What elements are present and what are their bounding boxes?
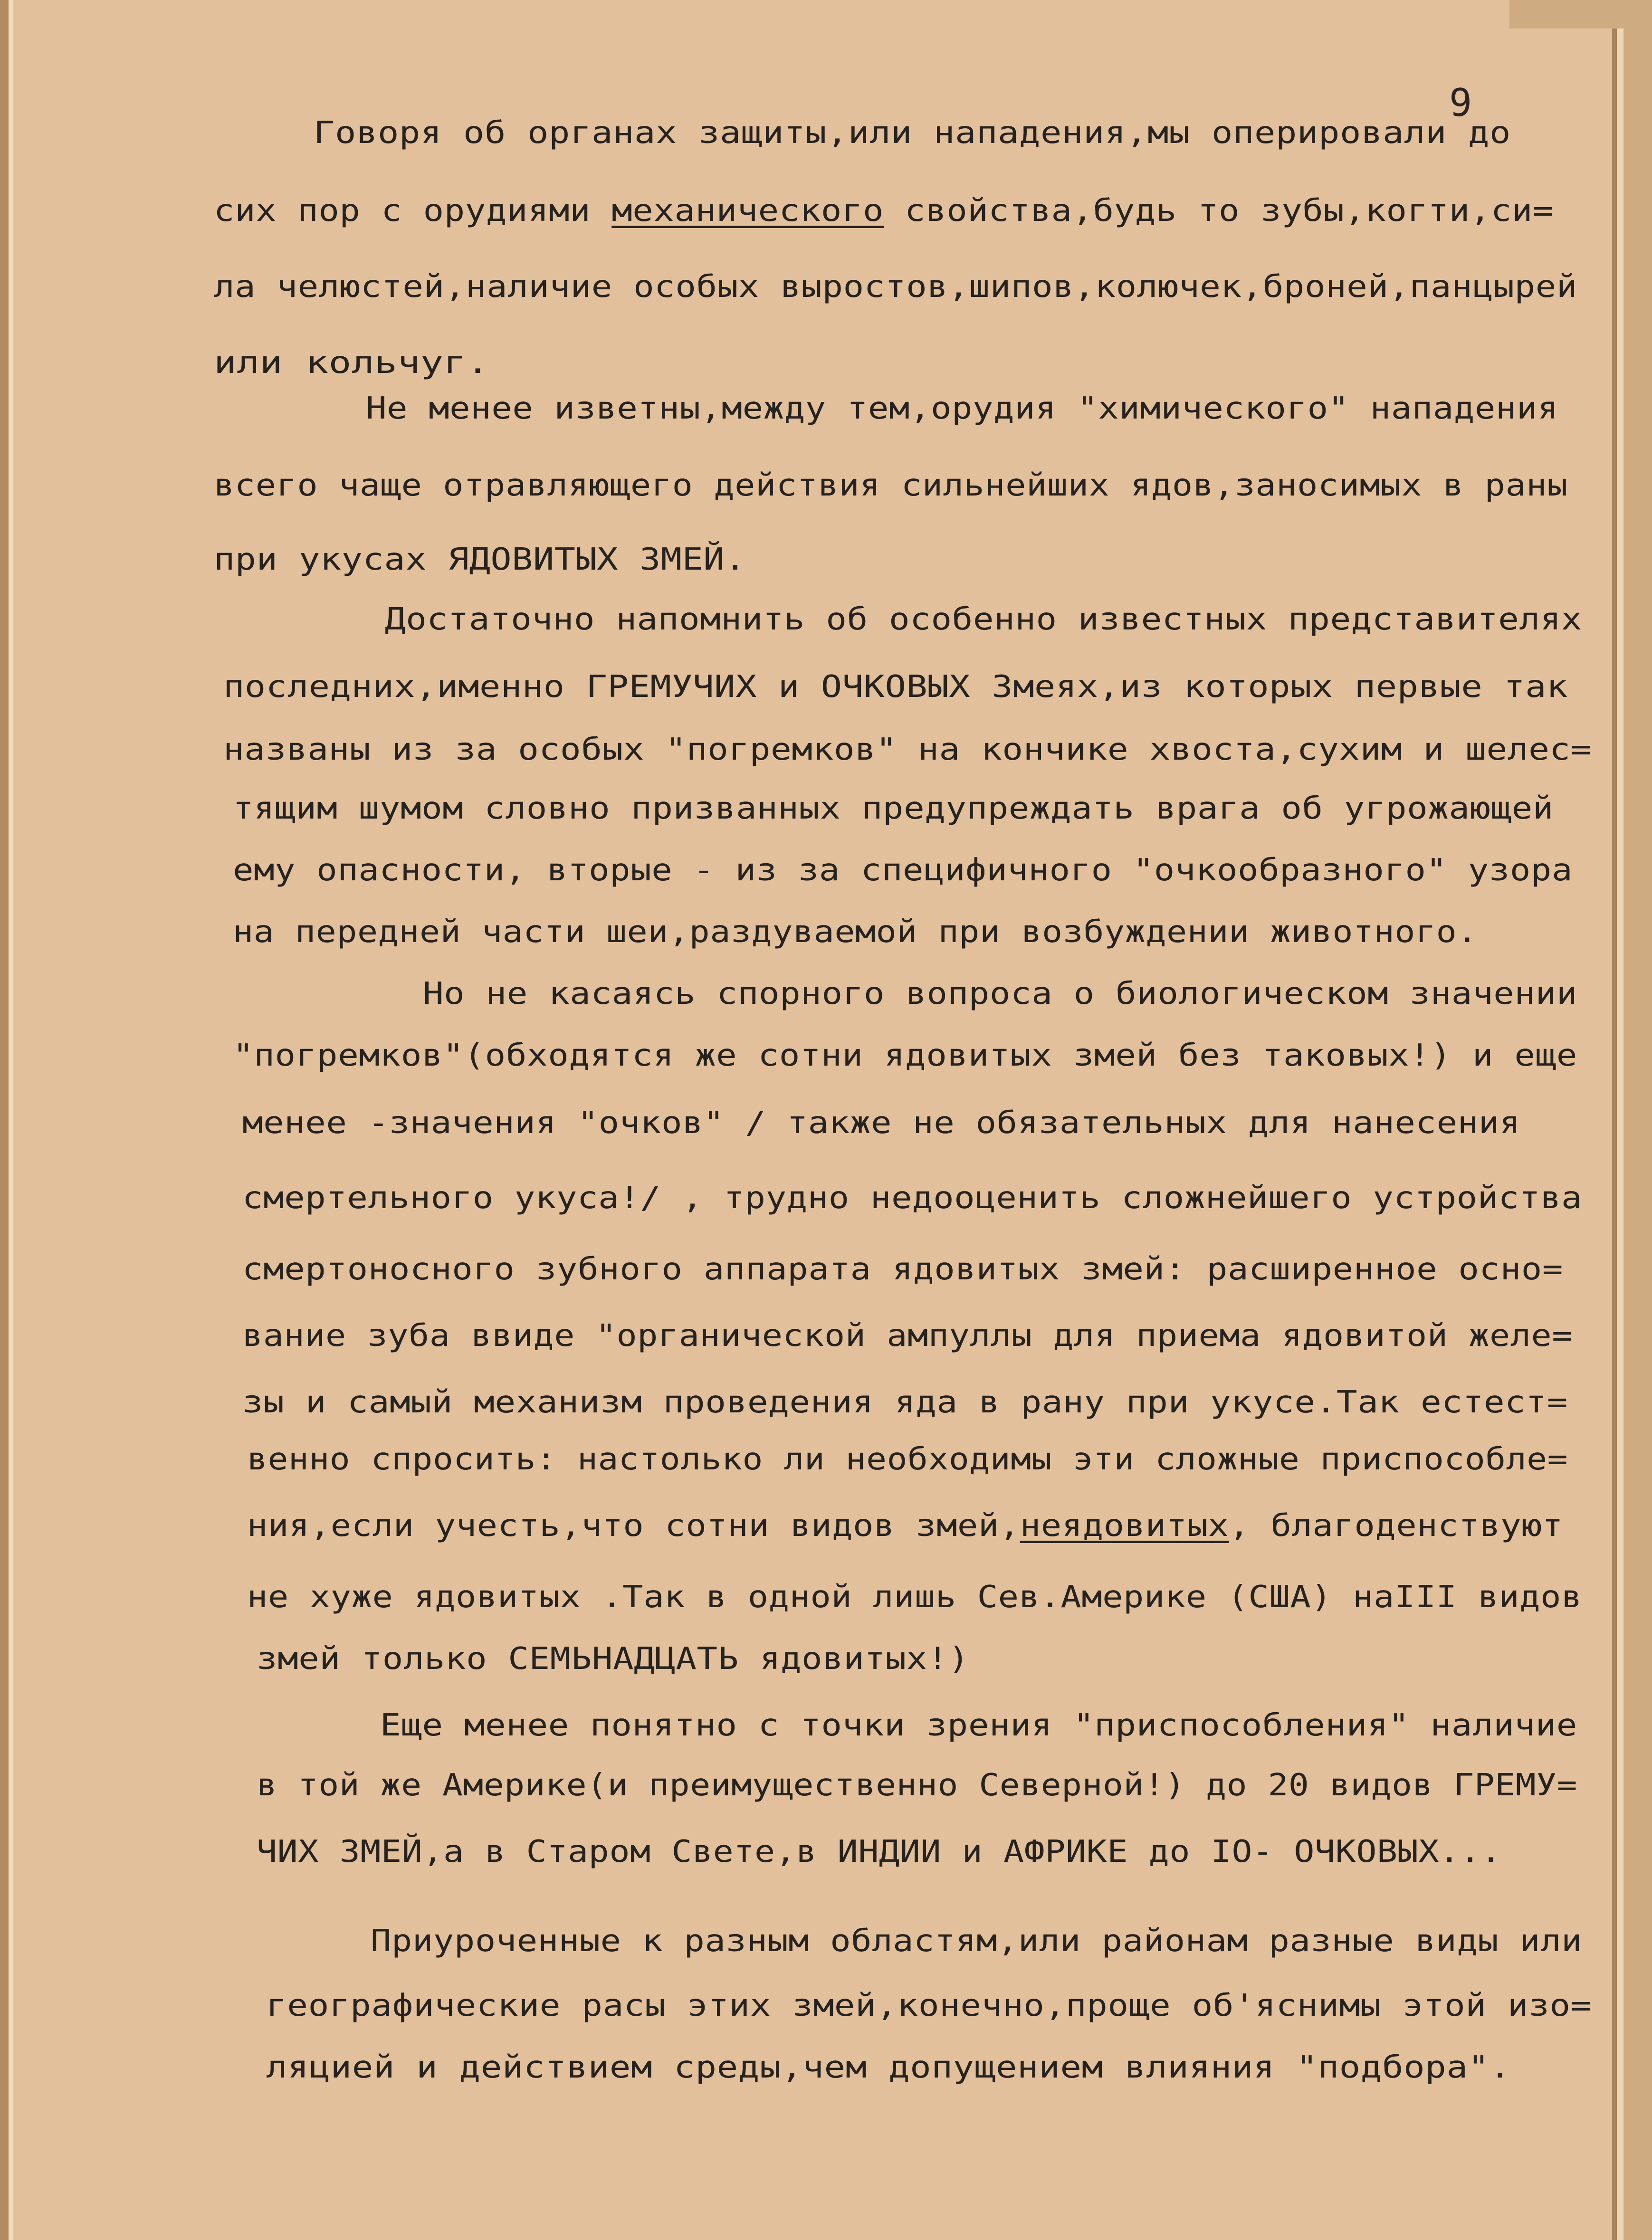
binding-edge <box>9 0 13 2240</box>
text-line: Но не касаясь спорного вопроса о биологическом значении <box>423 976 1577 1011</box>
text-line: Приуроченные к разным областям,или районам разные виды или <box>371 1924 1582 1959</box>
text-line: ЧИХ ЗМЕЙ,а в Старом Свете,в ИНДИИ и АФРИКЕ до IO- ОЧКОВЫХ... <box>257 1834 1501 1869</box>
underlined-word: неядовитых <box>1020 1508 1229 1544</box>
text-line: на передней части шеи,раздуваемой при возбуждении животного. <box>233 915 1478 950</box>
text-line: в той же Америке(и преимущественно Северной!) до 20 видов ГРЕМУ= <box>257 1768 1578 1803</box>
text-line: венно спросить: настолько ли необходимы эти сложные приспособле= <box>247 1442 1568 1477</box>
text-line: смертельного укуса!/ , трудно недооценить сложнейшего устройства <box>242 1181 1582 1216</box>
page-edge-light <box>1617 0 1623 2240</box>
binding-strip <box>0 0 9 2240</box>
text-line: Еще менее понятно с точки зрения "приспособления" наличие <box>380 1708 1577 1743</box>
text-line: Достаточно напомнить об особенно известных представителях <box>385 602 1582 637</box>
text-line: названы из за особых "погремков" на кончике хвоста,сухим и шелес= <box>223 732 1592 767</box>
text-line: вание зуба ввиде "органической ампуллы для приема ядовитой желе= <box>242 1318 1573 1354</box>
text-line: последних,именно ГРЕМУЧИХ и ОЧКОВЫХ Змеях,из которых первые так <box>223 669 1568 705</box>
underlined-word: механического <box>611 193 884 229</box>
page-edge-shadow <box>1612 0 1617 2240</box>
text-line: ему опасности, вторые - из за специфичного "очкообразного" узора <box>233 853 1573 888</box>
text-line: или кольчуг. <box>214 345 489 381</box>
text-line: змей только СЕМЬНАДЦАТЬ ядовитых!) <box>257 1641 969 1677</box>
page-edge-stack <box>1623 0 1652 2240</box>
text-line: тящим шумом словно призванных предупреждать врага об угрожающей <box>233 791 1554 826</box>
text-line: ла челюстей,наличие особых выростов,шипов,колючек,броней,панцырей <box>214 269 1577 305</box>
text-line: географические расы этих змей,конечно,проще об'яснимы этой изо= <box>266 1988 1592 2023</box>
text-line: смертоносного зубного аппарата ядовитых змей: расширенное осно= <box>242 1252 1563 1287</box>
text-line: менее -значения "очков" / также не обязательных для нанесения <box>242 1106 1520 1141</box>
text-line: "погремков"(обходятся же сотни ядовитых змей без таковых!) и еще <box>233 1038 1577 1073</box>
page-corner <box>1509 0 1652 29</box>
text-line: всего чаще отравляющего действия сильнейших ядов,заносимых в раны <box>214 468 1568 503</box>
text-line: не хуже ядовитых .Так в одной лишь Сев.Америке (США) наIII видов <box>247 1580 1582 1615</box>
page-number: 9 <box>1449 81 1472 125</box>
text-line: сих пор с орудиями механического свойства,будь то зубы,когти,си= <box>214 193 1554 229</box>
text-line: зы и самый механизм проведения яда в рану при укусе.Так естест= <box>242 1385 1568 1420</box>
text-line: при укусах ЯДОВИТЫХ ЗМЕЙ. <box>214 542 746 577</box>
text-line: ляцией и действием среды,чем допущением влияния "подбора". <box>266 2050 1511 2085</box>
text-line: Говоря об органах защиты,или нападения,мы оперировали до <box>314 115 1511 151</box>
text-line: Не менее изветны,между тем,орудия "химического" нападения <box>366 391 1558 426</box>
text-line: ния,если учесть,что сотни видов змей,неядовитых, благоденствуют <box>247 1508 1563 1544</box>
